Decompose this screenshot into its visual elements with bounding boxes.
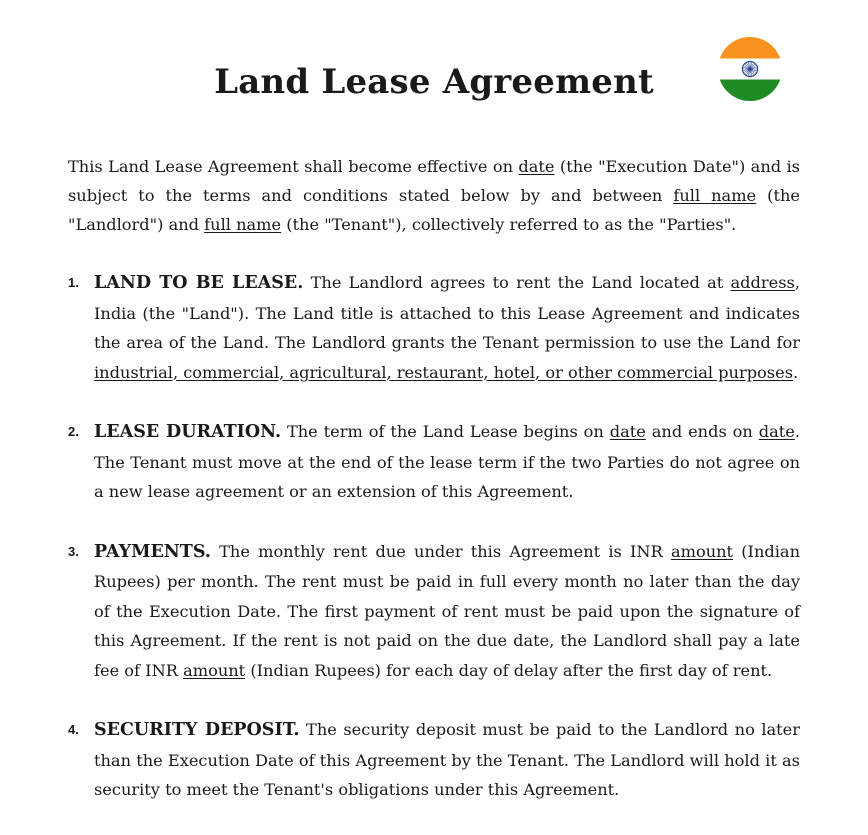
india-flag-icon [718, 37, 782, 101]
fill-in-field: full name [673, 186, 757, 205]
fill-in-field: date [609, 422, 646, 441]
text-segment: . The Tenant must move at the end of the lease term if the two Parties do not agree on a new lease agreement or an extension of this Agreement. [94, 422, 800, 501]
flag-green-band [718, 80, 782, 102]
clause-4 [0, 715, 800, 805]
text-segment: . [793, 362, 799, 382]
fill-in-field: full name [204, 215, 282, 234]
clause-2 [0, 417, 800, 507]
clause-number: 4. [68, 722, 79, 737]
text-segment: (the "Landlord") and [68, 186, 800, 234]
ashoka-chakra-icon [742, 61, 757, 76]
text-segment: , India (the "Land"). The Land title is attached to this Lease Agreement and indicates the area of the Land. The Landlord grants the Tenant permission to use the Land for [94, 273, 800, 352]
text-segment: The monthly rent due under this Agreement is INR [210, 541, 671, 561]
fill-in-field: address [730, 273, 795, 292]
clause-number: 2. [68, 424, 79, 439]
clause-3 [0, 537, 800, 686]
flag-saffron-band [718, 37, 782, 59]
text-segment: The security deposit must be paid to the Landlord no later than the Execution Date of this Agreement by the Tenant. The Landlord will hold it as security to meet the Tenant's obligations under this Agreement. [94, 720, 801, 799]
fill-in-field: amount [183, 660, 246, 680]
text-segment: (the "Execution Date") and is subject to the terms and conditions stated below by and between [68, 157, 800, 205]
text-segment: (Indian Rupees) for each day of delay after the first day of rent. [245, 660, 773, 680]
clause-number: 3. [68, 543, 79, 559]
text-segment: The Landlord agrees to rent the Land located at [303, 273, 731, 292]
text-segment: This Land Lease Agreement shall become effective on [68, 157, 519, 176]
text-segment: and ends on [645, 422, 759, 441]
clause-heading: SECURITY DEPOSIT. [94, 720, 300, 740]
text-segment: (Indian Rupees) per month. The rent must be paid in full every month no later than the day of the Execution Date. The first payment of rent must be paid upon the signature of this Agreement. If the rent is not paid on the due date, the Landlord shall pay a late fee of INR [94, 541, 800, 680]
text-segment: (the "Tenant"), collectively referred to as the "Parties". [281, 215, 737, 234]
clause-heading: LEASE DURATION. [94, 422, 282, 442]
clause-list [0, 268, 868, 835]
document-title: Land Lease Agreement [214, 62, 654, 102]
fill-in-field: industrial, commercial, agricultural, restaurant, hotel, or other commercial purposes [94, 362, 793, 382]
intro-paragraph [68, 152, 800, 239]
fill-in-field: date [518, 157, 555, 176]
fill-in-field: date [758, 422, 795, 441]
clause-heading: PAYMENTS. [94, 541, 211, 562]
fill-in-field: amount [670, 541, 734, 561]
clause-1 [0, 268, 800, 387]
clause-number: 1. [68, 275, 79, 290]
text-segment: The term of the Land Lease begins on [281, 422, 610, 441]
clause-heading: LAND TO BE LEASE. [94, 273, 304, 293]
